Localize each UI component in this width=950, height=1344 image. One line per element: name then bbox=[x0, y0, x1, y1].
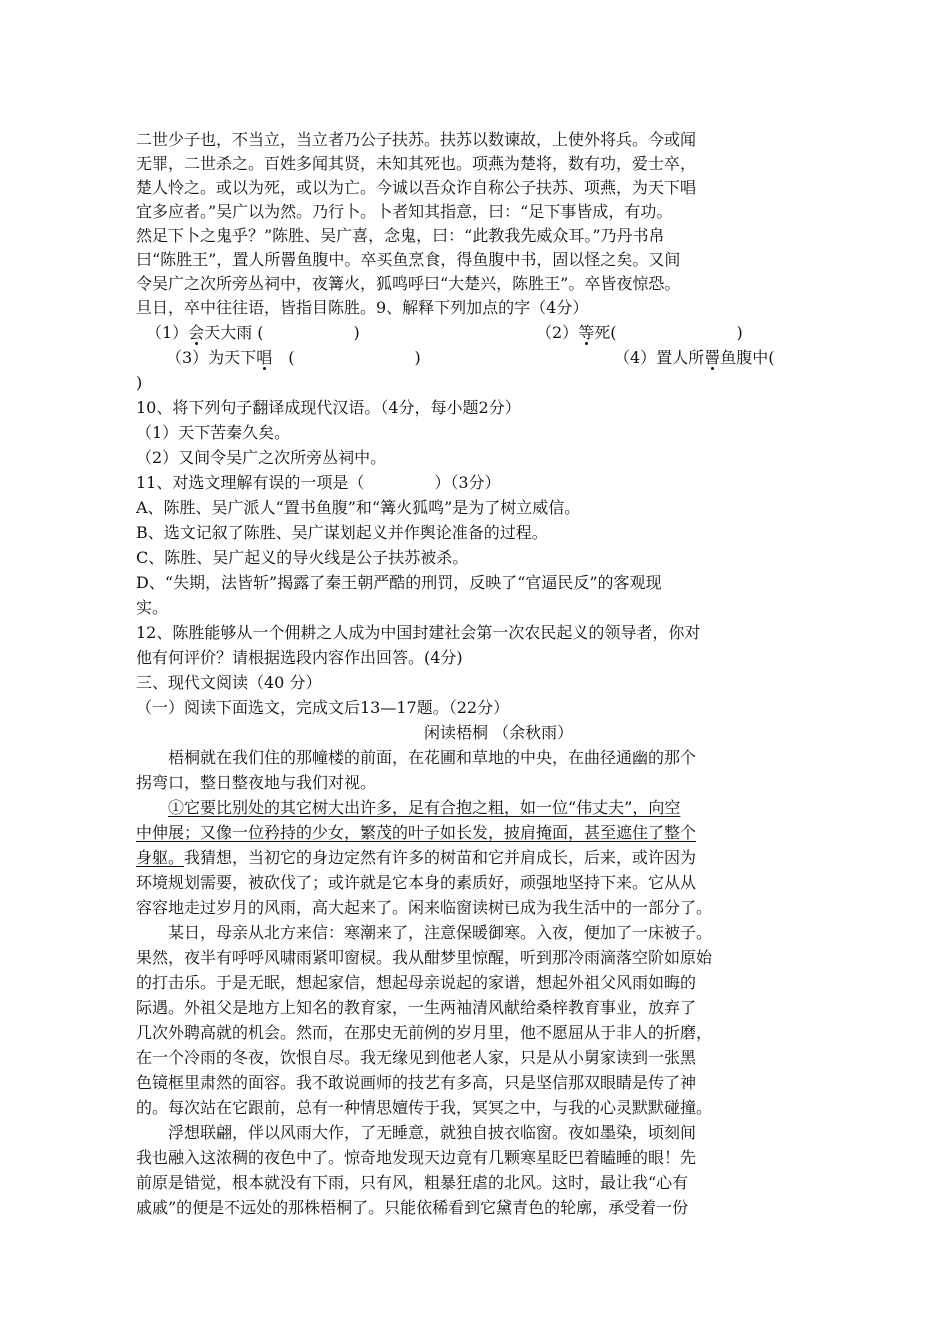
q10-sentence-1: （1）天下苦秦久矣。 bbox=[136, 423, 291, 442]
q11-option-c: C、陈胜、吴广起义的导火线是公子扶苏被杀。 bbox=[136, 548, 469, 567]
essay-line: 果然，夜半有呼呼风啸雨紧叩窗棂。我从酣梦里惊醒，听到那冷雨滴落空阶如原始 bbox=[136, 948, 713, 967]
essay-line: 几次外聘高就的机会。然而，在那史无前例的岁月里，他不愿屈从于非人的折磨， bbox=[136, 1023, 713, 1042]
section-title: 三、现代文阅读（40 分） bbox=[136, 673, 322, 692]
dotted-char: 会 bbox=[188, 323, 205, 342]
passage-line: 曰“陈胜王”，置人所罾鱼腹中。卒买鱼烹食，得鱼腹中书，固以怪之矣。又间 bbox=[136, 250, 681, 269]
section-subtitle: （一）阅读下面选文，完成文后13—17题。（22分） bbox=[136, 698, 510, 717]
dotted-char: 罾 bbox=[704, 348, 721, 367]
essay-line-underlined: ①它要比别处的其它树大出许多，足有合抱之粗，如一位“伟丈夫”，向空 bbox=[168, 798, 681, 817]
q10-stem: 10、将下列句子翻译成现代汉语。（4分，每小题2分） bbox=[136, 398, 521, 417]
essay-line: 际遇。外祖父是地方上知名的教育家，一生两袖清风献给桑梓教育事业，放弃了 bbox=[136, 998, 697, 1017]
essay-line-underlined: 中伸展；又像一位矜持的少女，繁茂的叶子如长发，披肩掩面，甚至遮住了整个 bbox=[136, 823, 697, 842]
essay-line: 的打击乐。于是无眠，想起家信，想起母亲说起的家谱，想起外祖父风雨如晦的 bbox=[136, 973, 697, 992]
q9-item-4: （4）置人所罾鱼腹中( bbox=[614, 348, 775, 367]
q9-item-1: （1）会天大雨 ( ) bbox=[146, 323, 360, 342]
passage-line: 然足下卜之鬼乎？”陈胜、吴广喜，念鬼，曰：“此教我先威众耳。”乃丹书帛 bbox=[136, 226, 665, 245]
essay-line: 某日，母亲从北方来信：寒潮来了，注意保暖御寒。入夜，便加了一床被子。 bbox=[168, 923, 713, 942]
passage-line: 令吴广之次所旁丛祠中，夜篝火，狐鸣呼曰“大楚兴，陈胜王”。卒皆夜惊恐。 bbox=[136, 274, 681, 293]
passage-line: 楚人怜之。或以为死，或以为亡。今诚以吾众诈自称公子扶苏、项燕，为天下唱 bbox=[136, 178, 697, 197]
essay-line: 浮想联翩，伴以风雨大作，了无睡意，就独自披衣临窗。夜如墨染，顷刻间 bbox=[168, 1123, 697, 1142]
essay-line: 梧桐就在我们住的那幢楼的前面，在花圃和草地的中央，在曲径通幽的那个 bbox=[168, 748, 697, 767]
q9-item-4-close: ) bbox=[136, 373, 143, 392]
essay-line: 戚戚”的便是不远处的那株梧桐了。只能依稀看到它黛青色的轮廓，承受着一份 bbox=[136, 1198, 689, 1217]
dotted-char: 唱 bbox=[256, 348, 273, 367]
q9-item-3: （3）为天下唱 ( ) bbox=[166, 348, 421, 367]
q10-sentence-2: （2）又间令吴广之次所旁丛祠中。 bbox=[136, 448, 387, 467]
q12-line: 他有何评价？请根据选段内容作出回答。(4分) bbox=[136, 648, 463, 667]
essay-title: 闲读梧桐 （余秋雨） bbox=[424, 723, 574, 742]
q11-stem: 11、对选文理解有误的一项是（ ）（3分） bbox=[136, 473, 501, 492]
q12-line: 12、陈胜能够从一个佣耕之人成为中国封建社会第一次农民起义的领导者，你对 bbox=[136, 623, 701, 642]
q9-item-2: （2）等死( ) bbox=[536, 323, 743, 342]
essay-line: 拐弯口，整日整夜地与我们对视。 bbox=[136, 773, 377, 792]
passage-line: 无罪，二世杀之。百姓多闻其贤，未知其死也。项燕为楚将，数有功，爱士卒， bbox=[136, 154, 697, 173]
essay-line: 在一个冷雨的冬夜，饮恨自尽。我无缘见到他老人家，只是从小舅家读到一张黑 bbox=[136, 1048, 697, 1067]
essay-line: 容容地走过岁月的风雨，高大起来了。闲来临窗读树已成为我生活中的一部分了。 bbox=[136, 898, 713, 917]
passage-line: 旦日，卒中往往语，皆指目陈胜。9、解释下列加点的字（4分） bbox=[136, 298, 589, 317]
q11-option-d: D、“失期，法皆斩”揭露了秦王朝严酷的刑罚，反映了“官逼民反”的客观现 bbox=[136, 573, 662, 592]
q11-option-b: B、选文记叙了陈胜、吴广谋划起义并作舆论准备的过程。 bbox=[136, 523, 548, 542]
essay-line: 我也融入这浓稠的夜色中了。惊奇地发现天边竟有几颗寒星眨巴着瞌睡的眼！先 bbox=[136, 1148, 697, 1167]
passage-line: 二世少子也，不当立，当立者乃公子扶苏。扶苏以数谏故，上使外将兵。今或闻 bbox=[136, 130, 697, 149]
q11-option-a: A、陈胜、吴广派人“置书鱼腹”和“篝火狐鸣”是为了树立威信。 bbox=[136, 498, 581, 517]
essay-line: 的。每次站在它跟前，总有一种情思嬗传于我，冥冥之中，与我的心灵默默碰撞。 bbox=[136, 1098, 713, 1117]
essay-line: 前原是错觉，根本就没有下雨，只有风，粗暴狂虐的北风。这时，最让我“心有 bbox=[136, 1173, 689, 1192]
dotted-char: 等 bbox=[578, 323, 595, 342]
essay-line: 色镜框里肃然的面容。我不敢说画师的技艺有多高，只是坚信那双眼睛是传了神 bbox=[136, 1073, 697, 1092]
essay-line: 环境规划需要，被砍伐了；或许就是它本身的素质好，顽强地坚持下来。它从从 bbox=[136, 873, 697, 892]
essay-line: 身躯。我猜想，当初它的身边定然有许多的树苗和它并肩成长，后来，或许因为 bbox=[136, 848, 697, 867]
passage-line: 宜多应者。”吴广以为然。乃行卜。卜者知其指意，曰：“足下事皆成，有功。 bbox=[136, 202, 673, 221]
q11-option-d-cont: 实。 bbox=[136, 598, 169, 617]
